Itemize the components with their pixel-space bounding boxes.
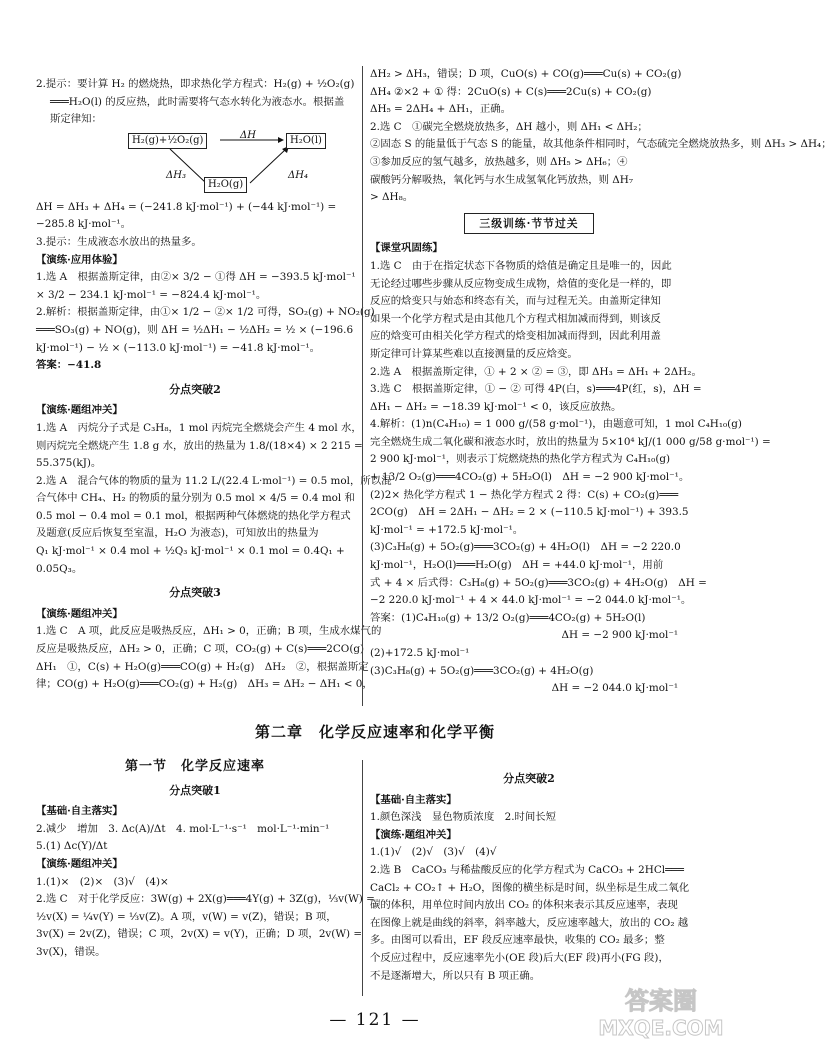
text-line: 斯定律可计算某些难以直接测量的反应焓变。 xyxy=(370,347,578,360)
text-line: 如果一个化学方程式是由其他几个方程式相加减而得到，则该反 xyxy=(370,312,661,325)
text-line: 2.选 B CaCO₃ 与稀盐酸反应的化学方程式为 CaCO₃ + 2HCl═══ xyxy=(370,863,684,876)
answer-line: ΔH = −2 900 kJ·mol⁻¹ xyxy=(561,629,678,642)
section-heading: 【演练·题组冲关】 xyxy=(36,857,123,870)
answer-line: ΔH = −2 044.0 kJ·mol⁻¹ xyxy=(551,682,678,695)
text-line: (2)2× 热化学方程式 1 − 热化学方程式 2 得：C(s) + CO₂(g)═══ xyxy=(370,488,679,501)
text-line: ═══SO₃(g) + NO(g)，则 ΔH = ½ΔH₁ − ½ΔH₂ = ½ × (−196.6 xyxy=(36,323,354,336)
text-line: > ΔH₈。 xyxy=(370,191,414,204)
text-line: −285.8 kJ·mol⁻¹。 xyxy=(36,218,131,231)
column-divider-top xyxy=(362,66,363,706)
diagram-box-liquid-water: H₂O(l) xyxy=(286,133,326,149)
text-line: 2.选 A 混合气体的物质的量为 11.2 L/(22.4 L·mol⁻¹) = 0.5 mol，所以混 xyxy=(36,474,392,487)
text-line: kJ·mol⁻¹ = +172.5 kJ·mol⁻¹。 xyxy=(370,523,524,536)
section-heading: 【基础·自主落实】 xyxy=(370,793,457,806)
text-line: kJ·mol⁻¹，H₂O(l)═══H₂O(g) ΔH = +44.0 kJ·mol⁻¹，用前 xyxy=(370,559,664,572)
text-line: 斯定律知： xyxy=(50,113,102,126)
text-line: 个反应过程中，反应速率先小(OE 段)后大(EF 段)再小(FG 段)， xyxy=(370,951,669,964)
watermark-text-url: MXQE.COM xyxy=(598,1016,724,1040)
diagram-label-dh4: ΔH₄ xyxy=(288,169,308,181)
text-line: 0.5 mol − 0.4 mol = 0.1 mol，根据两种气体燃烧的热化学方程式 xyxy=(36,509,351,522)
chapter-title: 第二章 化学反应速率和化学平衡 xyxy=(254,723,495,741)
text-line: ½v(X) = ¼v(Y) = ⅓v(Z)。A 项，v(W) = v(Z)，错误；B 项， xyxy=(36,910,337,923)
text-line: ΔH₁ − ΔH₂ = −18.39 kJ·mol⁻¹ < 0，该反应放热。 xyxy=(370,400,622,413)
text-line: CaCl₂ + CO₂↑ + H₂O，图像的横坐标是时间，纵坐标是生成二氧化 xyxy=(370,881,690,894)
text-line: 式 + 4 × 后式得：C₃H₈(g) + 5O₂(g)═══3CO₂(g) + 4H₂O(g) ΔH = xyxy=(370,576,707,589)
text-line: Q₁ kJ·mol⁻¹ × 0.4 mol + ½Q₃ kJ·mol⁻¹ × 0.1 mol = 0.4Q₁ + xyxy=(36,545,345,558)
text-line: −2 220.0 kJ·mol⁻¹ + 4 × 44.0 kJ·mol⁻¹ = −2 044.0 kJ·mol⁻¹。 xyxy=(370,594,692,607)
text-line: 则丙烷完全燃烧产生 1.8 g 水，放出的热量为 1.8/(18×4) × 2 215 = xyxy=(36,439,363,452)
text-line: 0.05Q₃。 xyxy=(36,562,83,575)
subsection-title: 分点突破1 xyxy=(169,783,221,797)
text-line: 1.选 A 丙烷分子式是 C₃H₈，1 mol 丙烷完全燃烧会产生 4 mol 水， xyxy=(36,421,362,434)
subsection-title: 分点突破2 xyxy=(169,382,221,396)
text-line: 3v(X) = 2v(Z)，错误；C 项，2v(X) = v(Y)，正确；D 项，2v(W) = xyxy=(36,928,363,941)
boxed-title-text: 三级训练·节节过关 xyxy=(464,213,593,235)
text-line: 5.(1) Δc(Y)/Δt xyxy=(36,840,108,853)
text-line: 合气体中 CH₄、H₂ 的物质的量分别为 0.5 mol × 4/5 = 0.4 mol 和 xyxy=(36,492,355,505)
text-line: 2.提示：要计算 H₂ 的燃烧热，即求热化学方程式：H₂(g) + ½O₂(g) xyxy=(36,78,355,90)
text-line: 1.选 C 由于在指定状态下各物质的焓值是确定且是唯一的，因此 xyxy=(370,259,672,272)
text-line: 3.选 C 根据盖斯定律，① − ② 可得 4P(白，s)═══4P(红，s)，ΔH = xyxy=(370,383,702,396)
diagram-label-dh3: ΔH₃ xyxy=(166,169,186,181)
diagram-box-reactants: H₂(g)+½O₂(g) xyxy=(128,133,207,149)
subsection-title: 分点突破3 xyxy=(169,586,221,600)
text-line: 无论经过哪些步骤从反应物变成生成物，焓值的变化是一样的，即 xyxy=(370,277,672,290)
diagram-box-gas-water: H₂O(g) xyxy=(204,177,247,193)
section-heading: 【演练·应用体验】 xyxy=(36,253,123,266)
text-line: 完全燃烧生成二氧化碳和液态水时，放出的热量为 5×10⁴ kJ/(1 000 g/58 g·mol⁻¹) = xyxy=(370,435,771,448)
text-line: ②固态 S 的能量低于气态 S 的能量，故其他条件相同时，气态硫完全燃烧放热多，则 ΔH₃ > ΔH₄； xyxy=(370,138,832,151)
text-line: 3v(X)，错误。 xyxy=(36,945,106,958)
text-line: 律；CO(g) + H₂O(g)═══CO₂(g) + H₂(g) ΔH₃ = ΔH₂ − ΔH₁ < 0， xyxy=(36,678,373,691)
right-column-bottom xyxy=(370,758,688,985)
answer-line: 答案：(1)C₄H₁₀(g) + 13/2 O₂(g)═══4CO₂(g) + 5H₂O(l) xyxy=(370,611,646,624)
text-line: (3)C₃H₈(g) + 5O₂(g)═══3CO₂(g) + 4H₂O(l) ΔH = −2 220.0 xyxy=(370,541,681,554)
text-line: 碳酸钙分解吸热，氧化钙与水生成氢氧化钙放热，则 ΔH₇ xyxy=(370,173,634,186)
left-column-bottom xyxy=(36,758,375,962)
level-three-training-title xyxy=(370,213,688,235)
text-line: ΔH₄ ②×2 + ① 得：2CuO(s) + C(s)═══2Cu(s) + CO₂(g) xyxy=(370,85,652,98)
text-line: 1.(1)× (2)× (3)√ (4)× xyxy=(36,875,169,888)
subsection-title: 分点突破2 xyxy=(503,772,555,785)
answer-line: (2)+172.5 kJ·mol⁻¹ xyxy=(370,647,470,659)
text-line: 1.选 C A 项，此反应是吸热反应，ΔH₁ > 0，正确；B 项，生成水煤气的 xyxy=(36,625,382,638)
section-heading: 【演练·题组冲关】 xyxy=(370,828,457,841)
hess-diagram xyxy=(128,131,328,197)
text-line: 1.选 A 根据盖斯定律，由②× 3/2 − ①得 ΔH = −393.5 kJ·mol⁻¹ xyxy=(36,271,356,284)
text-line: 1.颜色深浅 显色物质浓度 2.时间长短 xyxy=(370,811,557,824)
diagram-label-dh: ΔH xyxy=(240,129,256,141)
text-line: 及题意(反应后恢复至室温，H₂O 为液态)，可知放出的热量为 xyxy=(36,527,319,540)
text-line: 2 900 kJ·mol⁻¹，则表示丁烷燃烧热的热化学方程式为 C₄H₁₀(g) xyxy=(370,453,671,466)
text-line: 2.选 A 根据盖斯定律，① + 2 × ② = ③，即 ΔH₃ = ΔH₁ + 2ΔH₂。 xyxy=(370,365,702,378)
page-number: — 121 — xyxy=(329,1010,421,1030)
answer-line: 答案：−41.8 xyxy=(36,359,102,372)
text-line: ═══H₂O(l) 的反应热，此时需要将气态水转化为液态水。根据盖 xyxy=(50,95,345,108)
text-line: kJ·mol⁻¹) − ½ × (−113.0 kJ·mol⁻¹) = −41.8 kJ·mol⁻¹。 xyxy=(36,341,320,354)
right-column-top xyxy=(370,66,832,698)
text-line: 在图像上就是曲线的斜率，斜率越大，反应速率越大，放出的 CO₂ 越 xyxy=(370,916,689,929)
section-title: 第一节 化学反应速率 xyxy=(124,759,265,774)
section-heading: 【演练·题组冲关】 xyxy=(36,607,123,620)
text-line: 4.解析：(1)n(C₄H₁₀) = 1 000 g/(58 g·mol⁻¹)，由题意可知，1 mol C₄H₁₀(g) xyxy=(370,418,742,431)
text-line: ΔH₅ = 2ΔH₄ + ΔH₁，正确。 xyxy=(370,103,511,116)
text-line: ΔH = ΔH₃ + ΔH₄ = (−241.8 kJ·mol⁻¹) + (−44 kJ·mol⁻¹) = xyxy=(36,200,337,213)
text-line: 应的焓变可由相关化学方程式的焓变相加减而得到，因此利用盖 xyxy=(370,330,661,343)
text-line: × 3/2 − 234.1 kJ·mol⁻¹ = −824.4 kJ·mol⁻¹。 xyxy=(36,288,267,301)
answer-line: (3)C₃H₈(g) + 5O₂(g)═══3CO₂(g) + 4H₂O(g) xyxy=(370,664,594,677)
text-line: 2CO(g) ΔH = 2ΔH₁ − ΔH₂ = 2 × (−110.5 kJ·mol⁻¹) + 393.5 xyxy=(370,506,689,519)
watermark-text-cn: 答案圈 xyxy=(625,987,697,1015)
section-heading: 【基础·自主落实】 xyxy=(36,805,123,818)
watermark-logo xyxy=(586,981,736,1041)
text-line: 反应的焓变只与始态和终态有关，而与过程无关。由盖斯定律知 xyxy=(370,295,661,308)
text-line: ③参加反应的氢气越多，放热越多，则 ΔH₅ > ΔH₆；④ xyxy=(370,155,628,168)
section-heading: 【演练·题组冲关】 xyxy=(36,404,123,417)
column-divider-bottom xyxy=(362,760,363,996)
text-line: 55.375(kJ)。 xyxy=(36,457,102,470)
text-line: 多。由图可以看出，EF 段反应速率最快，收集的 CO₂ 最多；整 xyxy=(370,934,665,947)
text-line: 反应是吸热反应，ΔH₂ > 0，正确；C 项，CO₂(g) + C(s)═══2CO(g) xyxy=(36,643,365,656)
text-line: 不是逐渐增大，所以只有 B 项正确。 xyxy=(370,969,541,982)
text-line: ΔH₁ ①，C(s) + H₂O(g)═══CO(g) + H₂(g) ΔH₂ ②，根据盖斯定 xyxy=(36,660,369,673)
text-line: + 13/2 O₂(g)═══4CO₂(g) + 5H₂O(l) ΔH = −2 900 kJ·mol⁻¹。 xyxy=(370,471,690,484)
text-line: 2.选 C ①碳完全燃烧放热多，ΔH 越小，则 ΔH₁ < ΔH₂； xyxy=(370,120,648,133)
text-line: 2.选 C 对于化学反应：3W(g) + 2X(g)═══4Y(g) + 3Z(g)，⅓v(W) = xyxy=(36,893,375,906)
text-line: 2.解析：根据盖斯定律，由①× 1/2 − ②× 1/2 可得，SO₂(g) + NO₂(g) xyxy=(36,306,375,319)
text-line: 碳的体积，用单位时间内放出 CO₂ 的体积来表示其反应速率，表现 xyxy=(370,899,678,912)
text-line: 1.(1)√ (2)√ (3)√ (4)√ xyxy=(370,846,497,859)
text-line: 3.提示：生成液态水放出的热量多。 xyxy=(36,235,202,248)
text-line: ΔH₂ > ΔH₃，错误；D 项，CuO(s) + CO(g)═══Cu(s) + CO₂(g) xyxy=(370,68,682,80)
text-line: 2.减少 增加 3. Δc(A)/Δt 4. mol·L⁻¹·s⁻¹ mol·L⁻¹·min⁻¹ xyxy=(36,822,330,835)
section-heading: 【课堂巩固练】 xyxy=(370,242,443,255)
